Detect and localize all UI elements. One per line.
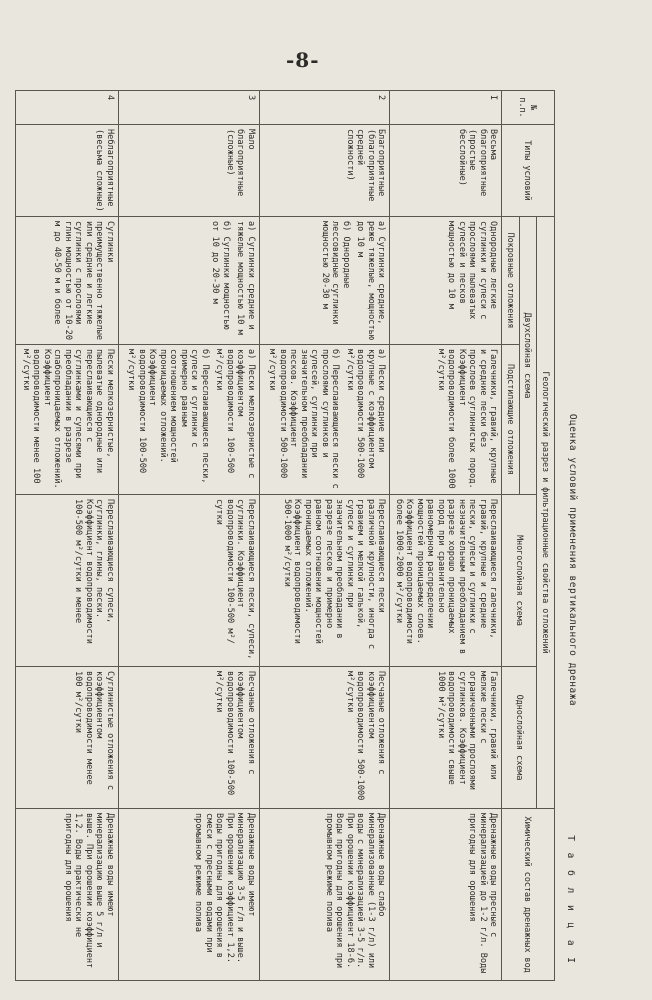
cell-num: 4	[16, 91, 119, 125]
rotated-table-sheet	[17, 90, 577, 980]
table-label: Т а б л и ц а I	[565, 835, 576, 966]
cell-type: Благоприятные (благоприятные средней сложности)	[260, 125, 391, 217]
cell-num: 3	[119, 91, 260, 125]
cell-chem: Дренажные воды пресные с минерализацией до 1-2 г/л. Воды пригодны для орошения	[390, 809, 502, 981]
cell-cover: Суглинки преимущественно тяжелые или средние и легкие суглинки с прослоями глин мощностью от 10-20 м до 40-50 м и более	[16, 217, 119, 345]
header-chem: Химический состав дренажных вод	[502, 809, 555, 981]
page-number: -8-	[286, 48, 320, 72]
header-two-layer: Двухслойная схема	[520, 217, 538, 495]
cell-under-b: б) Переслаивающиеся пески с прослоями суглинков и супесей, суглинки при значительном преобладании песков. Коэффициент водопроводимости 500-1000 м²/сутки	[267, 349, 341, 489]
cell-single: Песчаные отложения с коэффициентом водопроводимости 100-500 м²/сутки	[119, 667, 260, 809]
cell-single: Галечники, гравий или мелкие пески с ограниченными прослоями суглинков. Коэффициент водопроводимости свыше 1000 м²/сутки	[390, 667, 502, 809]
cell-single: Суглинистые отложения с коэффициентом водопроводимости менее 100 м²/сутки	[16, 667, 119, 809]
conditions-table	[15, 90, 555, 981]
header-geology: Геологический разрез и фильтрационные свойства отложений	[537, 217, 555, 809]
table-row	[119, 91, 260, 981]
cell-under-a: а) Пески средние или крупные с коэффициентом водопроводимости 500-1000 м²/сутки	[345, 349, 387, 479]
cell-multi: Переслаивающиеся пески различной крупности, иногда с гравием и мелкой галькой, супеси и суглинки при значительном преобладании в разрезе песков и примерно равном соотношении мощностей проницаемых отложений. Коэффициент водопроводимости 500-1000 м²/сутки	[260, 495, 391, 667]
cell-chem: Дренажные воды имеют минерализацию выше 5 г/л и выше. При орошении коэффициент 1,2. Воды практически не пригодны для орошения	[16, 809, 119, 981]
cell-multi: Переслаивающиеся пески, супеси, суглинки. Коэффициент водопроводимости 100-500 м²/сутки	[119, 495, 260, 667]
cell-cover	[119, 217, 260, 345]
header-num: № п.п.	[502, 91, 555, 125]
table-row	[16, 91, 119, 981]
cell-type: Неблагоприятные (весьма сложные)	[16, 125, 119, 217]
cell-under: Пески мелкозернистые, пылеватые однородные или переслаивающиеся с суглинками и супесями при преобладании в разрезе слабопроницаемых отложений. Коэффициент водопроводимости менее 100 м²/сутки	[16, 345, 119, 495]
cell-under-b: б) Переслаивающиеся пески, супеси и суглинки с примерно равным соотношением мощностей проницаемых отложений. Коэффициент водопроводимости 100-500 м²/сутки	[126, 349, 210, 484]
cell-cover	[260, 217, 391, 345]
cell-chem: Дренажные воды имеют минерализацию 3-5 г/л и выше. При орошении коэффициент 1,2. Воды пригодны для орошения в смеси с пресными водами при промывном режиме полива	[119, 809, 260, 981]
header-under: Подстилающие отложения	[502, 345, 520, 495]
cell-under	[119, 345, 260, 495]
cell-cover-a: а) Суглинки средние и тяжелые мощностью 10 м	[235, 221, 256, 335]
cell-cover-a: а) Суглинки средние, реже тяжелые, мощностью до 10 м	[355, 221, 387, 340]
cell-under: Галечники, гравий, крупные и средние пески без прослоев суглинистых пород. Коэффициент водопроводимости более 1000 м²/сутки	[390, 345, 502, 495]
cell-type: Весьма благоприятные (простые бесслойные)	[390, 125, 502, 217]
header-cover: Покровные отложения	[502, 217, 520, 345]
table-title: Оценка условий применения вертикального дренажа	[567, 413, 578, 707]
header-single-layer: Однослойная схема	[502, 667, 537, 809]
header-types: Типы условий	[502, 125, 555, 217]
cell-cover: Однородные легкие суглинки и супеси с прослоями пылеватых супесей и песков мощностью до 10 м	[390, 217, 502, 345]
cell-type: Мало благоприятные (сложные)	[119, 125, 260, 217]
cell-under-a: а) Пески мелкозернистые с коэффициентом водопроводимости 100-500 м²/сутки	[214, 349, 256, 479]
cell-multi: Переслаивающиеся супеси, суглинки, глины, пески. Коэффициент водопроводимости 100-500 м²/сутки и менее	[16, 495, 119, 667]
cell-chem: Дренажные воды слабо минерализованные (1-3 г/л) или воды с минерализацией 3-5 г/л. При орошении коэффициент 18-6. Воды пригодны для орошения при промывном режиме полива	[260, 809, 391, 981]
cell-single: Песчаные отложения с коэффициентом водопроводимости 500-1000 м²/сутки	[260, 667, 391, 809]
table-row	[390, 91, 502, 981]
cell-cover-b: б) Суглинки мощностью от 10 до 20-30 м	[210, 221, 231, 330]
table-row	[260, 91, 391, 981]
cell-under	[260, 345, 391, 495]
cell-num: I	[390, 91, 502, 125]
cell-cover-b: б) Однородные лессовидные суглинки мощностью 20-30 м	[320, 221, 351, 325]
header-multi-layer: Многослойная схема	[502, 495, 537, 667]
cell-num: 2	[260, 91, 391, 125]
cell-multi: Переслаивающиеся галечники, гравий, крупные и средние пески, супеси и суглинки с незначительным преобладанием в разрезе хорошо проницаемых пород при сравнительно равномерном распределении мощностей проницаемых слоев. Коэффициент водопроводимости более 1000-2000 м²/сутки	[390, 495, 502, 667]
